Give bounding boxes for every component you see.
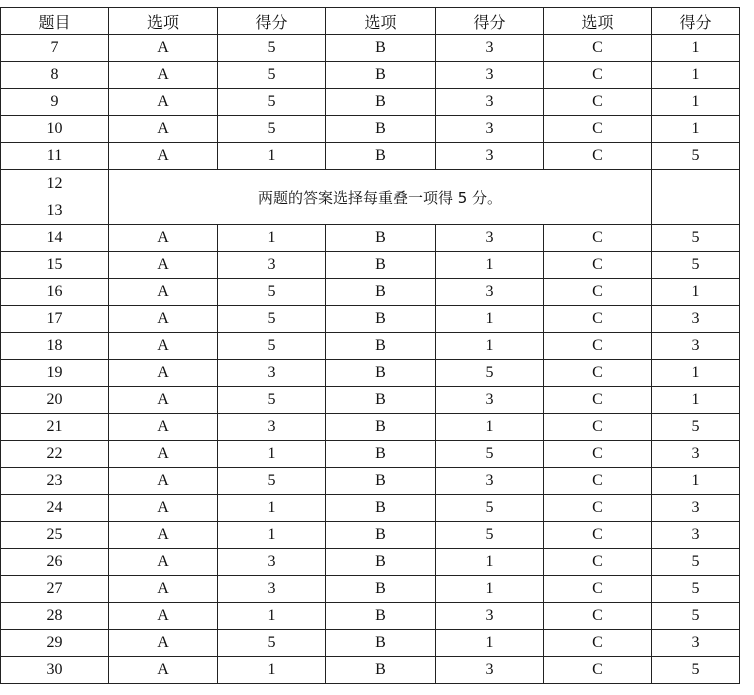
header-score-b: 得分	[436, 8, 544, 35]
option-b-cell: B	[326, 630, 436, 657]
option-b-cell: B	[326, 441, 436, 468]
score-c-cell: 5	[652, 603, 740, 630]
table-row	[1, 306, 740, 333]
option-a-cell: A	[109, 62, 218, 89]
merged-rows	[1, 170, 740, 225]
option-a-cell: A	[109, 306, 218, 333]
option-a-cell: A	[109, 333, 218, 360]
score-b-cell: 5	[436, 522, 544, 549]
option-b-cell: B	[326, 252, 436, 279]
option-a-cell: A	[109, 468, 218, 495]
question-number-cell: 17	[1, 306, 109, 333]
option-a-cell: A	[109, 35, 218, 62]
option-a-cell: A	[109, 549, 218, 576]
score-a-cell: 3	[218, 414, 326, 441]
score-c-cell: 1	[652, 89, 740, 116]
option-c-cell: C	[544, 441, 652, 468]
option-b-cell: B	[326, 603, 436, 630]
table-row	[1, 630, 740, 657]
question-number-cell: 30	[1, 657, 109, 684]
score-c-cell: 3	[652, 495, 740, 522]
score-a-cell: 5	[218, 116, 326, 143]
table-body-top	[1, 35, 740, 170]
score-a-cell: 1	[218, 522, 326, 549]
option-b-cell: B	[326, 387, 436, 414]
table-row	[1, 333, 740, 360]
option-c-cell: C	[544, 468, 652, 495]
header-question: 题目	[1, 8, 109, 35]
option-c-cell: C	[544, 522, 652, 549]
score-b-cell: 5	[436, 360, 544, 387]
option-b-cell: B	[326, 62, 436, 89]
score-b-cell: 3	[436, 387, 544, 414]
question-number-cell: 16	[1, 279, 109, 306]
score-a-cell: 5	[218, 279, 326, 306]
merged-row	[1, 170, 740, 225]
score-c-cell: 5	[652, 549, 740, 576]
option-c-cell: C	[544, 279, 652, 306]
score-b-cell: 3	[436, 35, 544, 62]
option-c-cell: C	[544, 603, 652, 630]
question-number-cell: 28	[1, 603, 109, 630]
table-row	[1, 603, 740, 630]
scoring-table	[0, 7, 740, 684]
option-a-cell: A	[109, 630, 218, 657]
option-a-cell: A	[109, 414, 218, 441]
score-b-cell: 1	[436, 414, 544, 441]
option-c-cell: C	[544, 225, 652, 252]
score-b-cell: 3	[436, 143, 544, 170]
option-c-cell: C	[544, 360, 652, 387]
table-row	[1, 143, 740, 170]
option-c-cell: C	[544, 495, 652, 522]
score-a-cell: 3	[218, 252, 326, 279]
score-b-cell: 1	[436, 576, 544, 603]
option-a-cell: A	[109, 225, 218, 252]
option-c-cell: C	[544, 333, 652, 360]
question-number-cell: 22	[1, 441, 109, 468]
question-number-cell: 21	[1, 414, 109, 441]
score-a-cell: 5	[218, 387, 326, 414]
option-c-cell: C	[544, 89, 652, 116]
score-a-cell: 5	[218, 630, 326, 657]
table-body-bottom	[1, 225, 740, 684]
score-a-cell: 3	[218, 360, 326, 387]
option-c-cell: C	[544, 143, 652, 170]
table-row	[1, 279, 740, 306]
table-row	[1, 360, 740, 387]
table-row	[1, 35, 740, 62]
score-c-cell: 5	[652, 657, 740, 684]
question-number-cell: 10	[1, 116, 109, 143]
score-b-cell: 1	[436, 306, 544, 333]
table-row	[1, 252, 740, 279]
option-b-cell: B	[326, 306, 436, 333]
merged-score-cell	[652, 170, 740, 225]
score-a-cell: 5	[218, 35, 326, 62]
score-b-cell: 5	[436, 495, 544, 522]
option-c-cell: C	[544, 630, 652, 657]
question-number-cell: 25	[1, 522, 109, 549]
question-number-cell: 24	[1, 495, 109, 522]
option-c-cell: C	[544, 306, 652, 333]
question-number-cell: 18	[1, 333, 109, 360]
score-b-cell: 3	[436, 116, 544, 143]
option-b-cell: B	[326, 116, 436, 143]
table-row	[1, 441, 740, 468]
score-b-cell: 1	[436, 333, 544, 360]
score-a-cell: 3	[218, 549, 326, 576]
score-b-cell: 3	[436, 657, 544, 684]
table-row	[1, 495, 740, 522]
score-c-cell: 1	[652, 279, 740, 306]
table-row	[1, 62, 740, 89]
question-number-cell: 29	[1, 630, 109, 657]
option-a-cell: A	[109, 522, 218, 549]
score-c-cell: 1	[652, 387, 740, 414]
score-c-cell: 5	[652, 576, 740, 603]
option-a-cell: A	[109, 576, 218, 603]
score-b-cell: 1	[436, 252, 544, 279]
option-b-cell: B	[326, 143, 436, 170]
score-b-cell: 5	[436, 441, 544, 468]
score-a-cell: 1	[218, 441, 326, 468]
score-c-cell: 3	[652, 441, 740, 468]
question-number-cell: 7	[1, 35, 109, 62]
option-c-cell: C	[544, 116, 652, 143]
score-b-cell: 3	[436, 279, 544, 306]
question-number-13: 13	[46, 202, 63, 219]
score-b-cell: 1	[436, 549, 544, 576]
score-c-cell: 1	[652, 35, 740, 62]
merged-note: 两题的答案选择每重叠一项得 5 分。	[109, 170, 652, 225]
score-b-cell: 3	[436, 603, 544, 630]
option-a-cell: A	[109, 143, 218, 170]
question-number-cell: 26	[1, 549, 109, 576]
header-option-c: 选项	[544, 8, 652, 35]
table-row	[1, 89, 740, 116]
score-c-cell: 5	[652, 252, 740, 279]
header-score-c: 得分	[652, 8, 740, 35]
score-c-cell: 3	[652, 333, 740, 360]
question-number-cell: 14	[1, 225, 109, 252]
table-row	[1, 387, 740, 414]
score-b-cell: 1	[436, 630, 544, 657]
header-score-a: 得分	[218, 8, 326, 35]
score-a-cell: 1	[218, 143, 326, 170]
score-b-cell: 3	[436, 89, 544, 116]
question-number-cell: 15	[1, 252, 109, 279]
score-c-cell: 3	[652, 630, 740, 657]
option-a-cell: A	[109, 657, 218, 684]
score-a-cell: 5	[218, 89, 326, 116]
option-c-cell: C	[544, 549, 652, 576]
option-b-cell: B	[326, 360, 436, 387]
header-option-a: 选项	[109, 8, 218, 35]
score-b-cell: 3	[436, 468, 544, 495]
question-number-cell: 11	[1, 143, 109, 170]
option-c-cell: C	[544, 414, 652, 441]
score-c-cell: 1	[652, 468, 740, 495]
score-a-cell: 5	[218, 468, 326, 495]
score-c-cell: 3	[652, 306, 740, 333]
question-number-cell: 19	[1, 360, 109, 387]
option-a-cell: A	[109, 89, 218, 116]
option-b-cell: B	[326, 522, 436, 549]
score-c-cell: 1	[652, 360, 740, 387]
score-a-cell: 5	[218, 306, 326, 333]
option-b-cell: B	[326, 495, 436, 522]
option-b-cell: B	[326, 225, 436, 252]
score-a-cell: 3	[218, 576, 326, 603]
option-b-cell: B	[326, 89, 436, 116]
table-row	[1, 414, 740, 441]
score-c-cell: 3	[652, 522, 740, 549]
table-row	[1, 576, 740, 603]
option-c-cell: C	[544, 387, 652, 414]
score-b-cell: 3	[436, 225, 544, 252]
question-number-cell: 20	[1, 387, 109, 414]
table-row	[1, 522, 740, 549]
score-c-cell: 5	[652, 225, 740, 252]
score-c-cell: 5	[652, 143, 740, 170]
option-b-cell: B	[326, 279, 436, 306]
option-b-cell: B	[326, 333, 436, 360]
option-b-cell: B	[326, 468, 436, 495]
score-a-cell: 1	[218, 603, 326, 630]
question-number-cell: 9	[1, 89, 109, 116]
option-a-cell: A	[109, 116, 218, 143]
score-c-cell: 1	[652, 62, 740, 89]
score-b-cell: 3	[436, 62, 544, 89]
option-a-cell: A	[109, 252, 218, 279]
score-c-cell: 5	[652, 414, 740, 441]
option-a-cell: A	[109, 387, 218, 414]
option-b-cell: B	[326, 549, 436, 576]
option-a-cell: A	[109, 279, 218, 306]
question-number-cell: 27	[1, 576, 109, 603]
option-a-cell: A	[109, 603, 218, 630]
option-c-cell: C	[544, 35, 652, 62]
option-b-cell: B	[326, 576, 436, 603]
table-row	[1, 116, 740, 143]
score-a-cell: 1	[218, 495, 326, 522]
option-c-cell: C	[544, 576, 652, 603]
option-b-cell: B	[326, 414, 436, 441]
option-a-cell: A	[109, 360, 218, 387]
option-b-cell: B	[326, 35, 436, 62]
score-a-cell: 1	[218, 657, 326, 684]
header-option-b: 选项	[326, 8, 436, 35]
option-c-cell: C	[544, 657, 652, 684]
question-number-cell: 23	[1, 468, 109, 495]
score-a-cell: 5	[218, 62, 326, 89]
option-a-cell: A	[109, 441, 218, 468]
table-row	[1, 468, 740, 495]
option-c-cell: C	[544, 62, 652, 89]
score-c-cell: 1	[652, 116, 740, 143]
option-a-cell: A	[109, 495, 218, 522]
header-row	[1, 8, 740, 35]
table-row	[1, 549, 740, 576]
table-row	[1, 657, 740, 684]
score-a-cell: 1	[218, 225, 326, 252]
question-number-12: 12	[46, 175, 63, 192]
merged-question-cell	[1, 170, 109, 225]
score-a-cell: 5	[218, 333, 326, 360]
option-b-cell: B	[326, 657, 436, 684]
question-number-cell: 8	[1, 62, 109, 89]
table-row	[1, 225, 740, 252]
option-c-cell: C	[544, 252, 652, 279]
